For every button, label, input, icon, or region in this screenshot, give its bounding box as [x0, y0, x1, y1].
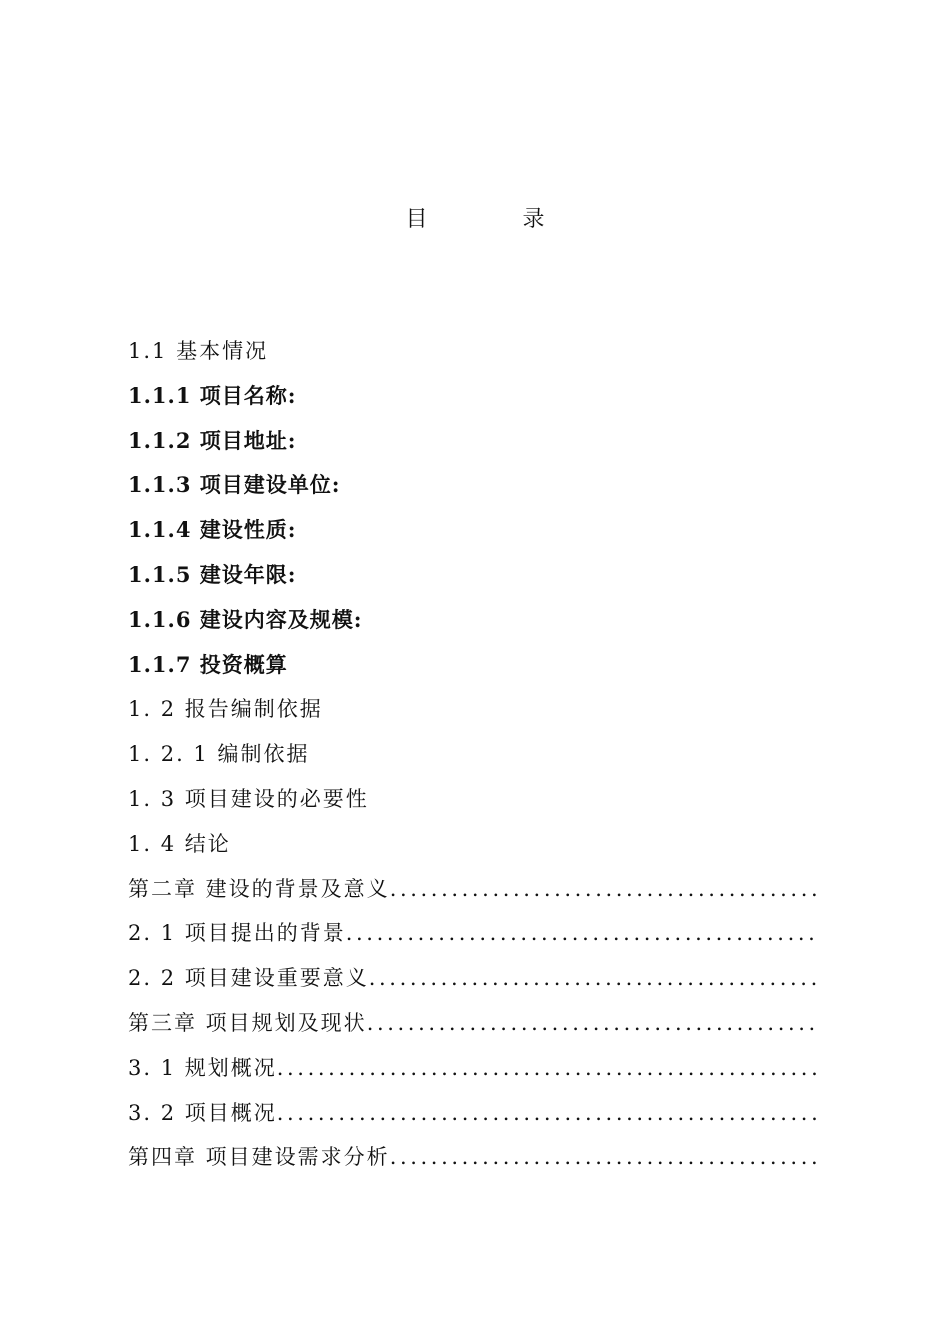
dot-leader	[277, 1096, 820, 1130]
dot-leader	[390, 1140, 820, 1174]
dot-leader	[390, 872, 820, 906]
toc-title: 目 录	[405, 207, 589, 232]
toc-list	[128, 334, 820, 1185]
toc-entry-label: 3. 2 项目概况	[128, 1100, 277, 1125]
toc-entry	[128, 379, 820, 424]
toc-entry	[128, 737, 820, 782]
dot-leader	[277, 1051, 820, 1085]
toc-entry-label: 2. 2 项目建设重要意义	[128, 966, 369, 991]
dot-leader	[346, 916, 820, 950]
dot-leader	[369, 961, 820, 995]
toc-entry	[128, 1096, 820, 1141]
toc-entry	[128, 558, 820, 603]
toc-entry-label: 1.1.2 项目地址:	[128, 427, 297, 453]
toc-entry-label: 1.1.3 项目建设单位:	[128, 472, 341, 498]
toc-entry-label: 1. 4 结论	[128, 831, 231, 856]
toc-entry	[128, 961, 820, 1006]
toc-entry-label: 1.1.5 建设年限:	[128, 561, 297, 587]
toc-entry-label: 第四章 项目建设需求分析	[128, 1145, 390, 1170]
toc-entry-label: 1.1.7 投资概算	[128, 651, 288, 677]
toc-entry	[128, 1051, 820, 1096]
toc-entry-label: 1. 3 项目建设的必要性	[128, 786, 369, 811]
toc-entry	[128, 872, 820, 917]
toc-entry-label: 1.1.1 项目名称:	[128, 382, 297, 408]
toc-entry	[128, 334, 820, 379]
toc-entry	[128, 692, 820, 737]
toc-entry	[128, 827, 820, 872]
toc-entry	[128, 513, 820, 558]
toc-entry	[128, 1140, 820, 1185]
toc-entry	[128, 468, 820, 513]
toc-entry	[128, 424, 820, 469]
toc-entry-label: 1.1.6 建设内容及规模:	[128, 606, 363, 632]
toc-entry-label: 2. 1 项目提出的背景	[128, 921, 346, 946]
toc-entry-label: 1. 2. 1 编制依据	[128, 742, 310, 767]
toc-entry	[128, 648, 820, 693]
toc-entry	[128, 603, 820, 648]
toc-entry-label: 1.1 基本情况	[128, 339, 269, 363]
dot-leader	[367, 1006, 820, 1040]
toc-entry	[128, 782, 820, 827]
toc-entry-label: 1. 2 报告编制依据	[128, 697, 323, 722]
toc-entry-label: 3. 1 规划概况	[128, 1055, 277, 1080]
toc-entry	[128, 1006, 820, 1051]
toc-entry-label: 第三章 项目规划及现状	[128, 1010, 367, 1035]
toc-entry-label: 第二章 建设的背景及意义	[128, 876, 390, 901]
toc-entry	[128, 916, 820, 961]
toc-entry-label: 1.1.4 建设性质:	[128, 517, 297, 543]
